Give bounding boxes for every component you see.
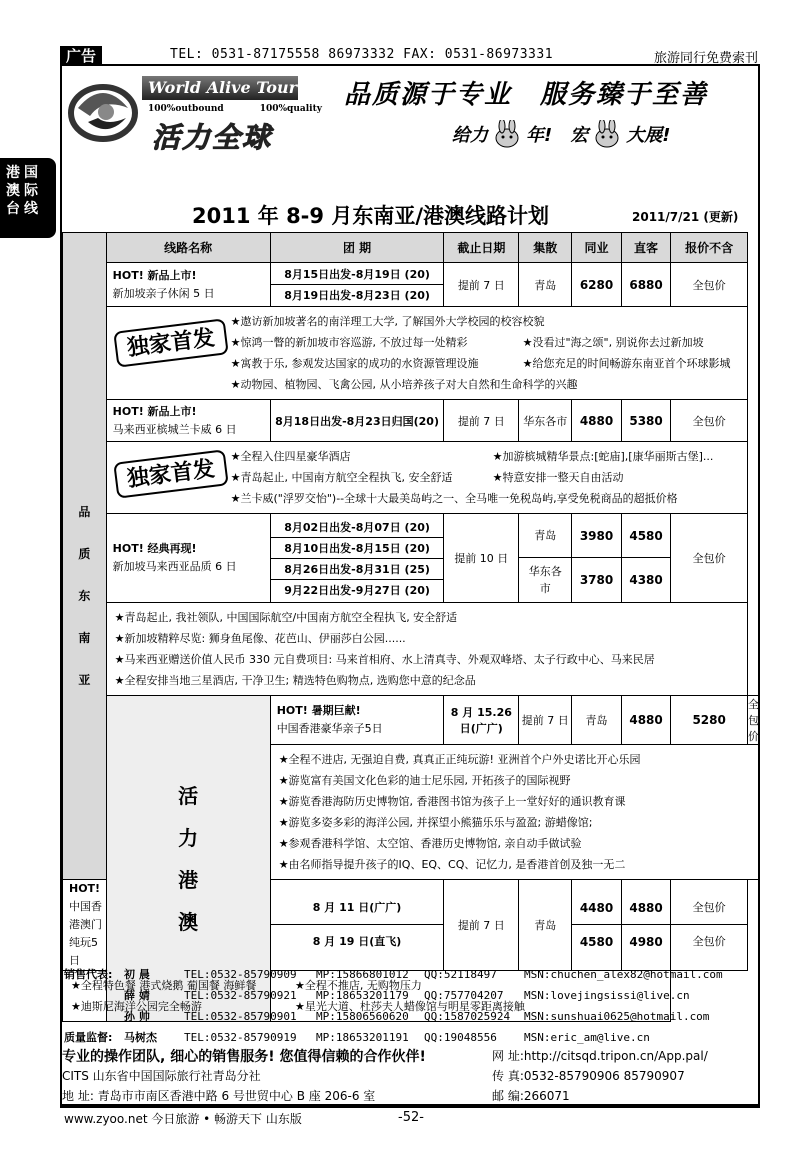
route-hot: HOT! 新品上市! bbox=[112, 404, 197, 418]
slogan2-b: 年! bbox=[526, 125, 553, 146]
route-cell bbox=[106, 514, 270, 603]
col-retail: 直客 bbox=[621, 233, 671, 263]
route-cell bbox=[63, 880, 107, 971]
route-name: 马来西亚槟城兰卡威 6 日 bbox=[112, 422, 237, 436]
desc-line: ★给您充足的时间畅游东南亚首个环球影城 bbox=[522, 357, 731, 370]
hub: 青岛 bbox=[519, 514, 571, 558]
contact-qq: QQ:757704207 bbox=[424, 989, 504, 1002]
retail-price: 6880 bbox=[621, 263, 671, 307]
logo-en: World Alive Tour bbox=[142, 76, 298, 100]
desc-line: ★马来西亚赠送价值人民币 330 元自费项目: 马来首相府、水上清真寺、外观双峰塔、太子行政中心、马来民居 bbox=[114, 653, 655, 666]
desc-line: ★全程不推店, 无购物压力 bbox=[295, 979, 422, 992]
logo-sub2: 100%quality bbox=[259, 104, 322, 114]
period: 8 月 11 日(广广) bbox=[271, 891, 444, 925]
region-char: 质 bbox=[78, 547, 91, 561]
period: 8月15日出发-8月19日 (20) bbox=[271, 264, 444, 285]
col-deadline: 截止日期 bbox=[444, 233, 519, 263]
address: 地 址: 青岛市市南区香港中路 6 号世贸中心 B 座 206-6 室 bbox=[62, 1089, 376, 1103]
table-header-row bbox=[63, 233, 760, 263]
deadline: 提前 7 日 bbox=[444, 263, 519, 307]
desc-line: ★游览多姿多彩的海洋公园, 并探望小熊猫乐乐与盈盈; 游蜡像馆; bbox=[278, 816, 593, 829]
slogan-line2 bbox=[452, 120, 670, 148]
service-slogan: 专业的操作团队, 细心的销售服务! 您值得信赖的合作伙伴! bbox=[62, 1049, 426, 1065]
footer bbox=[60, 1106, 760, 1126]
contact-mp: MP:15866801012 bbox=[316, 968, 409, 981]
rabbit-icon bbox=[592, 120, 622, 148]
route-hot: HOT! 暑期巨献! bbox=[276, 704, 361, 717]
update-date: 2011/7/21 (更新) bbox=[632, 210, 739, 224]
company-name: CITS 山东省中国国际旅行社青岛分社 bbox=[62, 1069, 261, 1083]
desc-line: ★星光大道、杜莎夫人蜡像馆与明星零距离接触 bbox=[295, 1000, 525, 1013]
contact-tel: TEL:0532-85790921 bbox=[184, 989, 297, 1002]
free-note: 旅游同行免费索刊 bbox=[653, 51, 758, 66]
website-link[interactable]: 网 址:http://citsqd.tripon.cn/App.pal/ bbox=[492, 1049, 708, 1063]
trade-cell bbox=[572, 514, 622, 603]
col-period: 团 期 bbox=[270, 233, 444, 263]
retail-price: 4880 bbox=[622, 891, 671, 925]
side-tab-line: 台线 bbox=[6, 201, 42, 217]
contact-name: 马树杰 bbox=[124, 1031, 157, 1044]
table-row bbox=[63, 514, 760, 603]
desc-line: ★全程不进店, 无强迫自费, 真真正正纯玩游! 亚洲首个户外史诺比开心乐园 bbox=[278, 753, 641, 766]
contact-row bbox=[62, 1027, 760, 1048]
desc-line: ★全程安排当地三星酒店, 干净卫生; 精选特色购物点, 选购您中意的纪念品 bbox=[114, 674, 476, 687]
logo-sub1: 100%outbound bbox=[148, 104, 224, 114]
contact-msn[interactable]: MSN:sunshuai0625@hotmail.com bbox=[524, 1010, 710, 1023]
period-cell bbox=[270, 880, 444, 971]
logo bbox=[68, 72, 322, 160]
trade-price: 4580 bbox=[579, 935, 614, 949]
period: 8月19日出发-8月23日 (20) bbox=[284, 289, 430, 302]
region-char: 力 bbox=[178, 825, 199, 850]
retail-price: 4980 bbox=[629, 935, 663, 949]
page-number: -52- bbox=[398, 1110, 424, 1125]
retail-price: 5380 bbox=[621, 400, 671, 442]
fax: 传 真:0532-85790906 85790907 bbox=[492, 1069, 685, 1083]
route-name: 新加坡马来西亚品质 6 日 bbox=[112, 560, 237, 573]
col-trade: 同业 bbox=[572, 233, 622, 263]
desc-line: ★由名师指导提升孩子的IQ、EQ、CQ、记忆力, 是香港首创及独一无二 bbox=[278, 858, 626, 871]
trade-price: 4880 bbox=[572, 400, 622, 442]
contacts bbox=[62, 964, 760, 1048]
desc-line: ★游览香港海防历史博物馆, 香港图书馆为孩子上一堂好好的通识教育课 bbox=[278, 795, 626, 808]
route-desc bbox=[106, 603, 747, 696]
qc-label: 质量监督: bbox=[64, 1031, 113, 1044]
region-char: 品 bbox=[78, 505, 91, 519]
desc-line: ★青岛起止, 中国南方航空全程执飞, 安全舒适 bbox=[230, 471, 453, 484]
trade-price: 3780 bbox=[579, 573, 614, 587]
desc-line: ★参观香港科学馆、太空馆、香港历史博物馆, 亲自动手做试验 bbox=[278, 837, 582, 850]
exclude: 全包价 bbox=[671, 400, 748, 442]
col-route: 线路名称 bbox=[106, 233, 270, 263]
exclude-cell bbox=[671, 880, 748, 971]
trade-cell bbox=[572, 880, 622, 971]
route-cell bbox=[270, 696, 444, 745]
desc-line: ★寓教于乐, 参观发达国家的成功的水资源管理设施 bbox=[230, 357, 479, 370]
contact-name: 初 晨 bbox=[124, 968, 150, 981]
exclude: 全包价 bbox=[748, 696, 760, 745]
exclusive-stamp: 独家首发 bbox=[113, 318, 229, 367]
page-title: 2011 年 8-9 月东南亚/港澳线路计划 bbox=[192, 204, 549, 228]
route-cell bbox=[106, 400, 270, 442]
route-desc bbox=[106, 307, 747, 400]
region-char: 活 bbox=[178, 783, 199, 808]
desc-line: ★全程特色餐 港式烧鹅 葡国餐 海鲜餐 bbox=[71, 979, 257, 992]
route-cell bbox=[106, 263, 270, 307]
route-desc bbox=[106, 442, 747, 514]
col-exclude: 报价不含 bbox=[671, 233, 748, 263]
trade-price: 4880 bbox=[621, 696, 671, 745]
desc-line: ★动物园、植物园、飞禽公园, 从小培养孩子对大自然和生命科学的兴趣 bbox=[230, 378, 578, 391]
table-row bbox=[63, 400, 760, 442]
exclude: 全包价 bbox=[692, 935, 726, 948]
route-hot: HOT! bbox=[69, 882, 101, 895]
rep-label: 销售代表: bbox=[64, 968, 113, 981]
contact-msn[interactable]: MSN:lovejingsissi@live.cn bbox=[524, 989, 690, 1002]
top-bar bbox=[60, 46, 760, 66]
contact-tel: TEL:0532-85790901 bbox=[184, 1010, 297, 1023]
contact-msn[interactable]: MSN:eric_am@live.cn bbox=[524, 1031, 650, 1044]
contact-mp: MP:18653201191 bbox=[316, 1031, 409, 1044]
region-sea bbox=[63, 233, 107, 880]
retail-cell bbox=[621, 880, 671, 971]
desc-line: ★兰卡威("浮罗交怡")--全球十大最美岛屿之一、全马唯一免税岛屿,享受免税商品的超抵价格 bbox=[230, 492, 678, 505]
exclude: 全包价 bbox=[671, 514, 748, 603]
zip: 邮 编:266071 bbox=[492, 1089, 570, 1103]
exclude: 全包价 bbox=[671, 263, 748, 307]
route-name: 中国香港澳门纯玩5日 bbox=[69, 900, 102, 967]
trade-price: 6280 bbox=[572, 263, 622, 307]
desc-line: ★没看过"海之颂", 别说你去过新加坡 bbox=[522, 336, 704, 349]
contact-qq: QQ:1587025924 bbox=[424, 1010, 511, 1023]
desc-row bbox=[63, 603, 760, 696]
trade-price: 3980 bbox=[572, 514, 621, 558]
period: 9月22日出发-9月27日 (20) bbox=[284, 583, 430, 597]
hub: 青岛 bbox=[572, 696, 622, 745]
retail-price: 5280 bbox=[671, 696, 748, 745]
period: 8月02日出发-8月07日 (20) bbox=[271, 517, 444, 538]
period: 8月10日出发-8月15日 (20) bbox=[271, 538, 444, 559]
period: 8月26日出发-8月31日 (25) bbox=[271, 559, 444, 580]
contact-name: 薛 婧 bbox=[124, 989, 150, 1002]
route-hot: HOT! 经典再现! bbox=[112, 542, 197, 555]
footer-site[interactable]: www.zyoo.net 今日旅游 • 畅游天下 山东版 bbox=[64, 1112, 302, 1126]
company-address bbox=[62, 1066, 375, 1106]
header-tel: TEL: 0531-87175558 86973332 FAX: 0531-86973331 bbox=[170, 47, 554, 62]
contact-row bbox=[62, 964, 760, 985]
logo-sub bbox=[148, 104, 358, 114]
region-char: 亚 bbox=[78, 673, 91, 687]
desc-line: ★新加坡精粹尽览: 狮身鱼尾像、花芭山、伊丽莎白公园...... bbox=[114, 632, 406, 645]
route-table bbox=[62, 232, 760, 1022]
slogan-part2: 服务臻于至善 bbox=[540, 80, 709, 110]
region-char: 南 bbox=[78, 631, 91, 645]
contact-tel: TEL:0532-85790919 bbox=[184, 1031, 297, 1044]
period-cell bbox=[270, 514, 444, 603]
hub: 青岛 bbox=[519, 263, 572, 307]
exclusive-stamp: 独家首发 bbox=[113, 449, 229, 498]
desc-row bbox=[63, 307, 760, 400]
region-char: 东 bbox=[78, 589, 91, 603]
trade-price: 4480 bbox=[572, 891, 621, 925]
route-name: 新加坡亲子休闲 5 日 bbox=[112, 286, 215, 300]
desc-line: ★迪斯尼海洋公园完全畅游 bbox=[71, 1000, 202, 1013]
desc-line: ★加游槟城精华景点:[蛇庙],[康华丽斯古堡]... bbox=[492, 450, 714, 463]
contact-name: 孙 帅 bbox=[124, 1010, 150, 1023]
region-char: 澳 bbox=[178, 909, 199, 934]
period: 8月18日出发-8月23日归国(20) bbox=[270, 400, 444, 442]
slogan2-c: 宏 bbox=[570, 125, 589, 146]
logo-cn: 活力全球 bbox=[152, 121, 273, 154]
swirl-logo-icon bbox=[68, 78, 138, 148]
desc-line: ★遨访新加坡著名的南洋理工大学, 了解国外大学校园的校容校貌 bbox=[230, 315, 545, 328]
contact-row bbox=[62, 1006, 760, 1027]
route-name: 中国香港豪华亲子5日 bbox=[276, 722, 383, 735]
retail-cell bbox=[621, 514, 671, 603]
retail-price: 4580 bbox=[622, 514, 671, 558]
desc-line: ★青岛起止, 我社领队, 中国国际航空/中国南方航空全程执飞, 安全舒适 bbox=[114, 611, 458, 624]
hub-cell bbox=[519, 514, 572, 603]
hub: 青岛 bbox=[519, 880, 572, 971]
retail-price: 4380 bbox=[629, 573, 663, 587]
contact-mp: MP:18653201179 bbox=[316, 989, 409, 1002]
desc-line: ★惊鸿一瞥的新加坡市容巡游, 不放过每一处精彩 bbox=[230, 336, 468, 349]
hub: 华东各市 bbox=[528, 565, 562, 595]
slogan2-a: 给力 bbox=[452, 125, 488, 146]
side-tab bbox=[0, 158, 56, 238]
desc-line: ★全程入住四星豪华酒店 bbox=[230, 450, 351, 463]
rabbit-icon bbox=[492, 120, 522, 148]
side-tab-line: 澳际 bbox=[6, 183, 42, 199]
side-tab-line: 港国 bbox=[6, 165, 42, 181]
company-contact bbox=[492, 1046, 708, 1106]
contact-msn[interactable]: MSN:chuchen_alex82@hotmail.com bbox=[524, 968, 723, 981]
hub: 华东各市 bbox=[519, 400, 572, 442]
region-char: 港 bbox=[178, 867, 199, 892]
slogan-part1: 品质源于专业 bbox=[344, 80, 513, 110]
slogan bbox=[344, 74, 736, 111]
ad-tag: 广告 bbox=[60, 46, 102, 66]
period: 8 月 19 日(直飞) bbox=[312, 935, 402, 948]
deadline: 提前 10 日 bbox=[444, 514, 519, 603]
contact-qq: QQ:52118497 bbox=[424, 968, 497, 981]
contact-tel: TEL:0532-85790909 bbox=[184, 968, 297, 981]
period-cell bbox=[270, 263, 444, 307]
slogan2-d: 大展! bbox=[626, 125, 671, 146]
table-row bbox=[63, 696, 760, 745]
period: 8 月 15.26 日(广广) bbox=[444, 696, 519, 745]
contact-row bbox=[62, 985, 760, 1006]
desc-line: ★特意安排一整天自由活动 bbox=[492, 471, 624, 484]
route-desc bbox=[270, 745, 759, 880]
exclude: 全包价 bbox=[671, 891, 747, 925]
desc-row bbox=[63, 442, 760, 514]
deadline: 提前 7 日 bbox=[519, 696, 572, 745]
col-hub: 集散 bbox=[519, 233, 572, 263]
brochure-frame bbox=[60, 66, 760, 1106]
contact-qq: QQ:19048556 bbox=[424, 1031, 497, 1044]
deadline: 提前 7 日 bbox=[444, 880, 519, 971]
table-row bbox=[63, 263, 760, 307]
deadline: 提前 7 日 bbox=[444, 400, 519, 442]
contact-mp: MP:15806560620 bbox=[316, 1010, 409, 1023]
desc-line: ★游览富有美国文化色彩的迪士尼乐园, 开拓孩子的国际视野 bbox=[278, 774, 571, 787]
route-hot: HOT! 新品上市! bbox=[112, 268, 197, 282]
